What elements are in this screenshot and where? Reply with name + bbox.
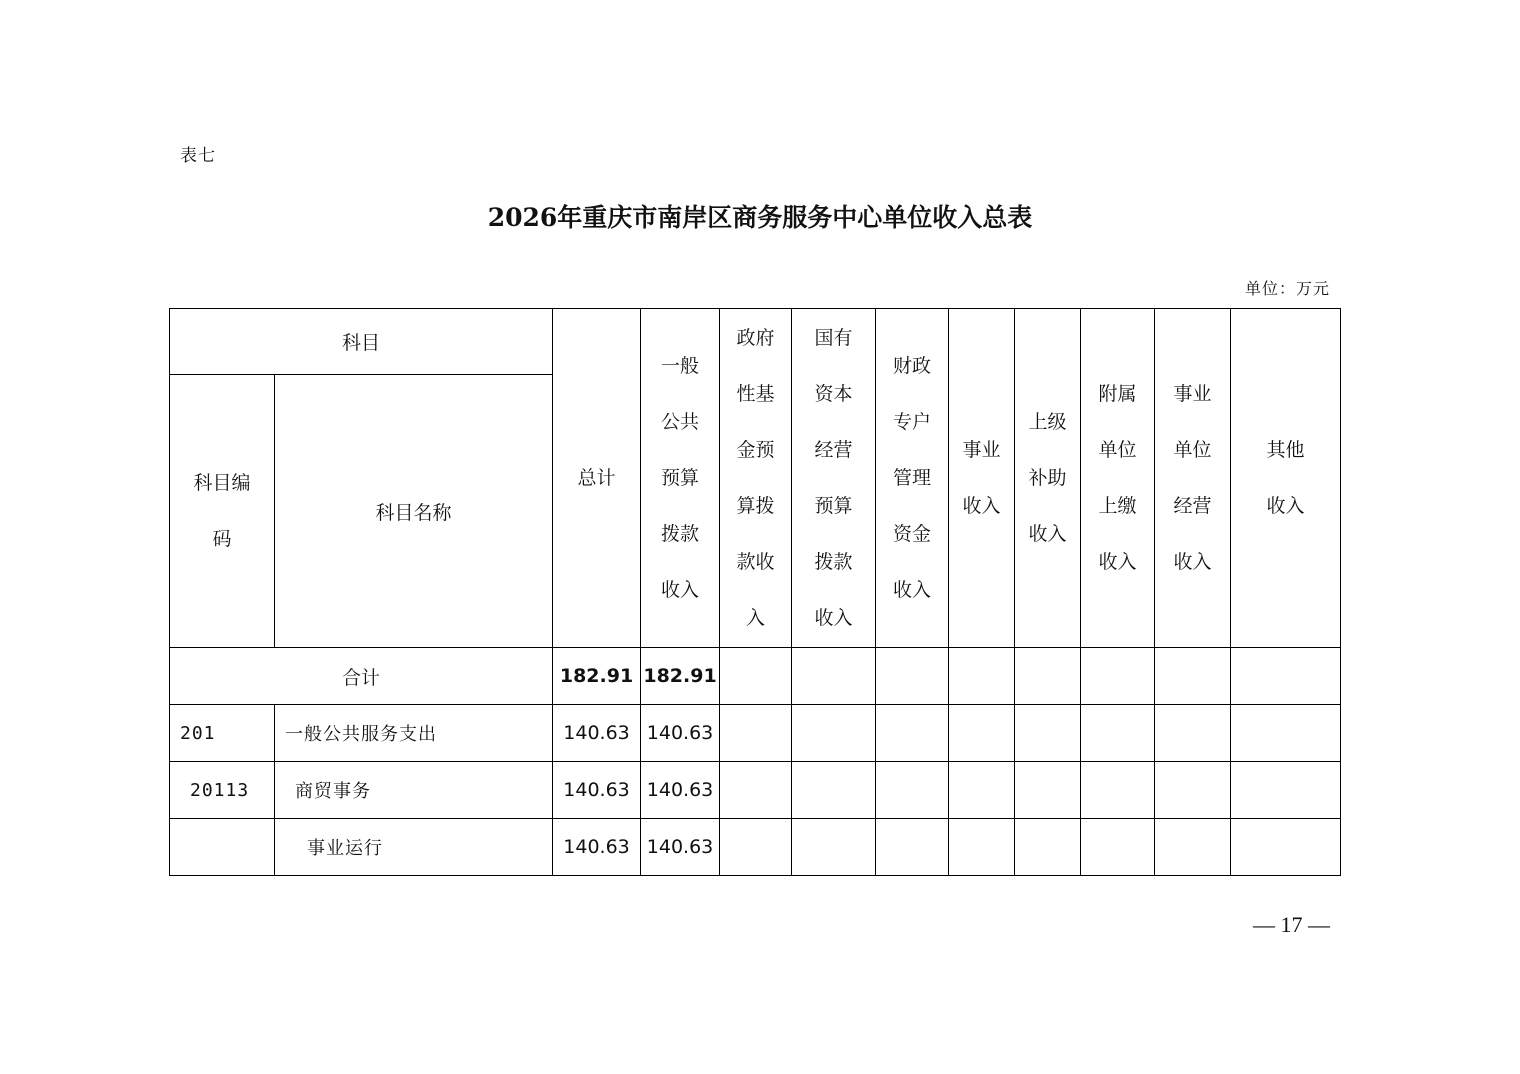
group-header: 科目: [170, 309, 553, 375]
col-header: 事业收入: [949, 309, 1015, 648]
col-header: 政府性基金预算拨款收入: [720, 309, 792, 648]
total-label: 合计: [170, 648, 553, 705]
row-cell: [1155, 762, 1231, 819]
page-number: — 17 —: [1253, 912, 1330, 937]
total-cell: 182.91: [553, 648, 641, 705]
row-cell: [949, 705, 1015, 762]
col-header: 财政专户管理资金收入: [876, 309, 949, 648]
total-cell: [1081, 648, 1155, 705]
unit-label: 单位：万元: [1244, 279, 1330, 298]
total-cell: [876, 648, 949, 705]
table-row: [170, 762, 1341, 819]
col-header: 总计: [553, 309, 641, 648]
row-cell: [1155, 705, 1231, 762]
row-cell: [949, 819, 1015, 876]
col-header: 事业单位经营收入: [1155, 309, 1231, 648]
row-cell: [720, 762, 792, 819]
row-cell: 140.63: [553, 705, 641, 762]
row-cell: [1231, 762, 1341, 819]
total-row: [170, 648, 1341, 705]
total-cell: [720, 648, 792, 705]
row-cell: [1231, 705, 1341, 762]
col-header: 一般公共预算拨款收入: [641, 309, 720, 648]
row-cell: [876, 819, 949, 876]
row-name: 事业运行: [275, 819, 553, 876]
row-cell: [1155, 819, 1231, 876]
row-cell: [720, 705, 792, 762]
total-cell: [1231, 648, 1341, 705]
code-header: 科目编码: [170, 375, 275, 648]
row-cell: [720, 819, 792, 876]
total-cell: [1155, 648, 1231, 705]
header-row-1: [170, 309, 1341, 375]
row-cell: 140.63: [553, 762, 641, 819]
row-cell: [792, 705, 876, 762]
row-cell: [792, 819, 876, 876]
row-cell: [1081, 762, 1155, 819]
table-row: [170, 819, 1341, 876]
total-cell: [949, 648, 1015, 705]
col-header: 国有资本经营预算拨款收入: [792, 309, 876, 648]
total-cell: [792, 648, 876, 705]
row-cell: [1015, 762, 1081, 819]
row-cell: [792, 762, 876, 819]
row-cell: [949, 762, 1015, 819]
row-cell: [1081, 819, 1155, 876]
row-code: [170, 819, 275, 876]
total-cell: 182.91: [641, 648, 720, 705]
row-cell: [876, 762, 949, 819]
name-header: 科目名称: [275, 375, 553, 648]
row-cell: [1015, 819, 1081, 876]
row-cell: [1015, 705, 1081, 762]
table-label: 表七: [180, 146, 216, 166]
row-cell: [1081, 705, 1155, 762]
row-cell: 140.63: [641, 819, 720, 876]
page-title: 2026年重庆市南岸区商务服务中心单位收入总表: [487, 203, 1033, 232]
col-header: 上级补助收入: [1015, 309, 1081, 648]
row-code: 201: [170, 705, 275, 762]
row-name: 商贸事务: [275, 762, 553, 819]
row-cell: 140.63: [641, 705, 720, 762]
total-cell: [1015, 648, 1081, 705]
row-name: 一般公共服务支出: [275, 705, 553, 762]
income-table: [169, 308, 1341, 876]
row-cell: 140.63: [553, 819, 641, 876]
row-cell: [876, 705, 949, 762]
col-header: 其他收入: [1231, 309, 1341, 648]
row-cell: [1231, 819, 1341, 876]
table-row: [170, 705, 1341, 762]
col-header: 附属单位上缴收入: [1081, 309, 1155, 648]
row-cell: 140.63: [641, 762, 720, 819]
row-code: 20113: [170, 762, 275, 819]
